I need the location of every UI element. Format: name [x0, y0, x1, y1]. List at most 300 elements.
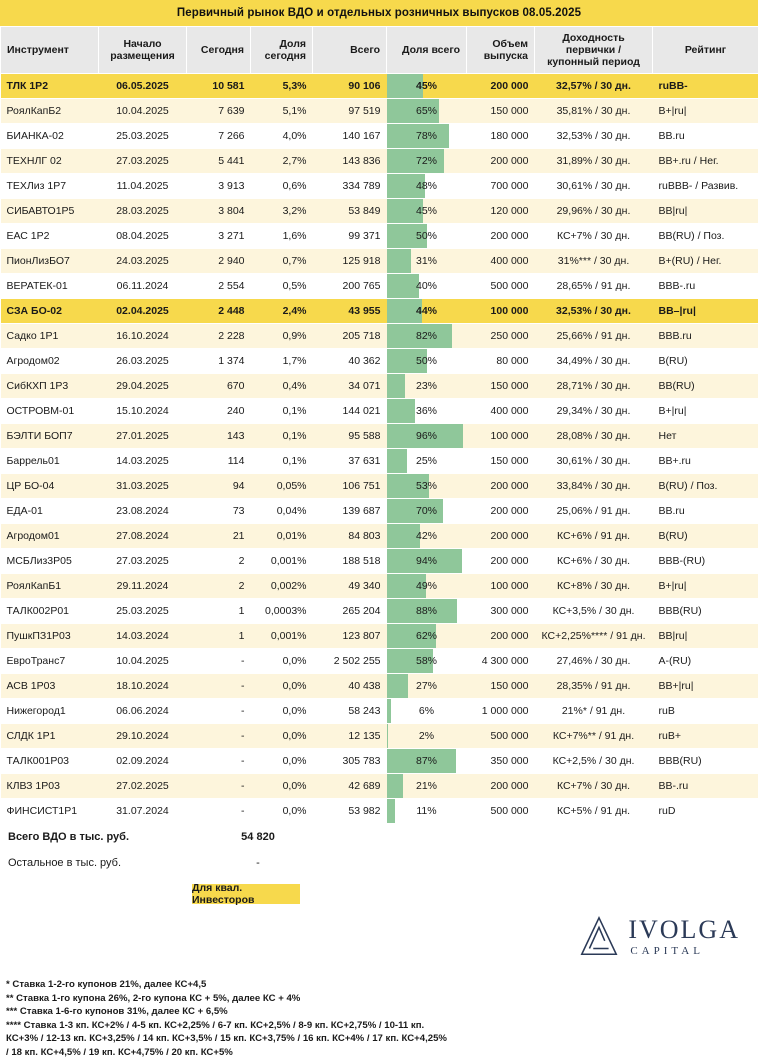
cell-start-date: 29.04.2025: [99, 374, 187, 399]
logo-name: IVOLGA: [628, 917, 740, 943]
cell-instrument: АСВ 1Р03: [1, 674, 99, 699]
cell-total: 40 438: [313, 674, 387, 699]
cell-rating: BB|ru|: [653, 199, 758, 224]
total-share-label: 11%: [387, 799, 467, 823]
column-header-today: Сегодня: [187, 27, 251, 74]
table-row: [1, 649, 758, 674]
cell-yield: 35,81% / 30 дн.: [535, 99, 653, 124]
table-row: [1, 349, 758, 374]
totals-vdo-value: 54 820: [198, 831, 318, 843]
cell-rating: B+|ru|: [653, 574, 758, 599]
qualified-investors-band: Для квал. Инвесторов: [192, 884, 300, 904]
cell-start-date: 02.09.2024: [99, 749, 187, 774]
cell-volume: 200 000: [467, 549, 535, 574]
cell-volume: 1 000 000: [467, 699, 535, 724]
cell-yield: КС+6% / 91 дн.: [535, 524, 653, 549]
total-share-label: 2%: [387, 724, 467, 748]
cell-today-share: 4,0%: [251, 124, 313, 149]
cell-total: 53 849: [313, 199, 387, 224]
cell-yield: 33,84% / 30 дн.: [535, 474, 653, 499]
cell-volume: 150 000: [467, 449, 535, 474]
cell-today: 5 441: [187, 149, 251, 174]
cell-total: 143 836: [313, 149, 387, 174]
total-share-label: 72%: [387, 149, 467, 173]
cell-instrument: ТАЛК002Р01: [1, 599, 99, 624]
cell-instrument: СЛДК 1Р1: [1, 724, 99, 749]
total-share-label: 58%: [387, 649, 467, 673]
table-row: [1, 749, 758, 774]
cell-start-date: 29.10.2024: [99, 724, 187, 749]
cell-total: 58 243: [313, 699, 387, 724]
column-header-total: Всего: [313, 27, 387, 74]
total-share-label: 70%: [387, 499, 467, 523]
table-row: [1, 799, 758, 824]
cell-total: 43 955: [313, 299, 387, 324]
table-row: [1, 499, 758, 524]
cell-today-share: 0,0%: [251, 724, 313, 749]
cell-total: 84 803: [313, 524, 387, 549]
cell-today: 3 804: [187, 199, 251, 224]
cell-rating: BBB-.ru: [653, 274, 758, 299]
cell-volume: 100 000: [467, 574, 535, 599]
cell-instrument: ФИНСИСТ1Р1: [1, 799, 99, 824]
cell-rating: BB–|ru|: [653, 299, 758, 324]
cell-total-share-bar: [387, 374, 467, 399]
cell-total-share-bar: [387, 649, 467, 674]
totals-other-label: Остальное в тыс. руб.: [8, 857, 198, 869]
cell-total-share-bar: [387, 324, 467, 349]
cell-rating: BB+|ru|: [653, 674, 758, 699]
cell-start-date: 25.03.2025: [99, 124, 187, 149]
cell-total: 90 106: [313, 74, 387, 99]
cell-total-share-bar: [387, 274, 467, 299]
table-header-row: [1, 27, 758, 74]
totals-block: [0, 824, 758, 876]
column-header-rating: Рейтинг: [653, 27, 758, 74]
cell-start-date: 06.06.2024: [99, 699, 187, 724]
cell-today-share: 0,001%: [251, 549, 313, 574]
cell-total: 123 807: [313, 624, 387, 649]
cell-today: 2 940: [187, 249, 251, 274]
cell-today-share: 0,9%: [251, 324, 313, 349]
total-share-label: 87%: [387, 749, 467, 773]
cell-total: 53 982: [313, 799, 387, 824]
cell-volume: 200 000: [467, 149, 535, 174]
cell-volume: 200 000: [467, 474, 535, 499]
cell-yield: 28,71% / 30 дн.: [535, 374, 653, 399]
cell-start-date: 10.04.2025: [99, 649, 187, 674]
cell-rating: B+|ru|: [653, 399, 758, 424]
cell-today-share: 0,1%: [251, 424, 313, 449]
cell-today: 10 581: [187, 74, 251, 99]
cell-yield: 28,65% / 91 дн.: [535, 274, 653, 299]
cell-start-date: 06.11.2024: [99, 274, 187, 299]
table-row: [1, 124, 758, 149]
cell-yield: 29,96% / 30 дн.: [535, 199, 653, 224]
cell-rating: BB-.ru: [653, 774, 758, 799]
cell-today-share: 0,5%: [251, 274, 313, 299]
cell-today: 1 374: [187, 349, 251, 374]
cell-yield: 25,66% / 91 дн.: [535, 324, 653, 349]
cell-today-share: 1,6%: [251, 224, 313, 249]
cell-today-share: 0,7%: [251, 249, 313, 274]
cell-rating: BB.ru: [653, 124, 758, 149]
table-row: [1, 574, 758, 599]
cell-volume: 150 000: [467, 99, 535, 124]
cell-volume: 150 000: [467, 374, 535, 399]
cell-yield: 32,57% / 30 дн.: [535, 74, 653, 99]
table-row: [1, 624, 758, 649]
cell-instrument: РоялКапБ2: [1, 99, 99, 124]
total-share-label: 25%: [387, 449, 467, 473]
cell-start-date: 27.02.2025: [99, 774, 187, 799]
cell-today: -: [187, 674, 251, 699]
cell-instrument: БЭЛТИ БОП7: [1, 424, 99, 449]
cell-start-date: 28.03.2025: [99, 199, 187, 224]
table-row: [1, 674, 758, 699]
cell-instrument: Агродом02: [1, 349, 99, 374]
cell-start-date: 27.08.2024: [99, 524, 187, 549]
total-share-label: 21%: [387, 774, 467, 798]
cell-volume: 500 000: [467, 799, 535, 824]
cell-total-share-bar: [387, 499, 467, 524]
footnote-line: / 18 кп. КС+4,5% / 19 кп. КС+4,75% / 20 кп. КС+5%: [6, 1046, 566, 1060]
cell-rating: BB(RU): [653, 374, 758, 399]
cell-total: 42 689: [313, 774, 387, 799]
cell-today-share: 0,0%: [251, 749, 313, 774]
table-row: [1, 524, 758, 549]
cell-volume: 200 000: [467, 774, 535, 799]
cell-today-share: 1,7%: [251, 349, 313, 374]
cell-yield: 30,61% / 30 дн.: [535, 449, 653, 474]
column-header-volume: Объем выпуска: [467, 27, 535, 74]
cell-total: 139 687: [313, 499, 387, 524]
cell-total: 334 789: [313, 174, 387, 199]
cell-total-share-bar: [387, 399, 467, 424]
cell-volume: 400 000: [467, 249, 535, 274]
total-share-label: 31%: [387, 249, 467, 273]
cell-total: 144 021: [313, 399, 387, 424]
cell-total: 305 783: [313, 749, 387, 774]
cell-yield: 28,35% / 91 дн.: [535, 674, 653, 699]
totals-vdo-label: Всего ВДО в тыс. руб.: [8, 831, 198, 843]
cell-start-date: 15.10.2024: [99, 399, 187, 424]
column-header-start: Начало размещения: [99, 27, 187, 74]
cell-rating: ruBB-: [653, 74, 758, 99]
footnotes: [6, 978, 566, 1060]
cell-yield: 31,89% / 30 дн.: [535, 149, 653, 174]
cell-yield: 28,08% / 30 дн.: [535, 424, 653, 449]
footnote-line: *** Ставка 1-6-го купонов 31%, далее КС + 6,5%: [6, 1005, 566, 1019]
cell-volume: 200 000: [467, 224, 535, 249]
cell-total-share-bar: [387, 224, 467, 249]
cell-instrument: ОСТРОВМ-01: [1, 399, 99, 424]
cell-instrument: ЕДА-01: [1, 499, 99, 524]
cell-instrument: ТЕХЛиз 1Р7: [1, 174, 99, 199]
cell-yield: 27,46% / 30 дн.: [535, 649, 653, 674]
cell-yield: 29,34% / 30 дн.: [535, 399, 653, 424]
cell-rating: BB|ru|: [653, 624, 758, 649]
cell-yield: 31%*** / 30 дн.: [535, 249, 653, 274]
cell-today-share: 0,1%: [251, 449, 313, 474]
cell-yield: КС+7% / 30 дн.: [535, 224, 653, 249]
cell-instrument: ПионЛизБО7: [1, 249, 99, 274]
cell-instrument: ТЛК 1Р2: [1, 74, 99, 99]
logo-subtitle: CAPITAL: [630, 946, 740, 957]
cell-start-date: 10.04.2025: [99, 99, 187, 124]
cell-today: -: [187, 749, 251, 774]
column-header-instrument: Инструмент: [1, 27, 99, 74]
cell-volume: 350 000: [467, 749, 535, 774]
cell-total: 34 071: [313, 374, 387, 399]
cell-start-date: 27.03.2025: [99, 549, 187, 574]
table-row: [1, 774, 758, 799]
total-share-label: 50%: [387, 349, 467, 373]
cell-today-share: 0,4%: [251, 374, 313, 399]
cell-today-share: 0,002%: [251, 574, 313, 599]
cell-start-date: 02.04.2025: [99, 299, 187, 324]
cell-volume: 4 300 000: [467, 649, 535, 674]
cell-instrument: ЕвроТранс7: [1, 649, 99, 674]
logo-text: [628, 917, 740, 957]
cell-today: 2: [187, 549, 251, 574]
cell-today-share: 5,3%: [251, 74, 313, 99]
cell-total-share-bar: [387, 424, 467, 449]
cell-today: 21: [187, 524, 251, 549]
totals-row-other: [0, 850, 758, 876]
cell-rating: B+|ru|: [653, 99, 758, 124]
cell-today: 114: [187, 449, 251, 474]
cell-yield: КС+5% / 91 дн.: [535, 799, 653, 824]
cell-volume: 120 000: [467, 199, 535, 224]
cell-volume: 180 000: [467, 124, 535, 149]
cell-total: 200 765: [313, 274, 387, 299]
cell-yield: КС+7% / 30 дн.: [535, 774, 653, 799]
cell-today-share: 5,1%: [251, 99, 313, 124]
cell-rating: BB.ru: [653, 499, 758, 524]
total-share-label: 78%: [387, 124, 467, 148]
cell-total-share-bar: [387, 74, 467, 99]
cell-total-share-bar: [387, 299, 467, 324]
cell-today: 94: [187, 474, 251, 499]
table-row: [1, 424, 758, 449]
cell-rating: BB+.ru: [653, 449, 758, 474]
total-share-label: 45%: [387, 199, 467, 223]
footnote-line: * Ставка 1-2-го купонов 21%, далее КС+4,5: [6, 978, 566, 992]
cell-start-date: 14.03.2024: [99, 624, 187, 649]
cell-total-share-bar: [387, 174, 467, 199]
cell-total-share-bar: [387, 524, 467, 549]
cell-total-share-bar: [387, 99, 467, 124]
cell-instrument: Баррель01: [1, 449, 99, 474]
cell-today: 3 913: [187, 174, 251, 199]
cell-instrument: СЗА БО-02: [1, 299, 99, 324]
cell-instrument: Нижегород1: [1, 699, 99, 724]
cell-total: 106 751: [313, 474, 387, 499]
table-row: [1, 249, 758, 274]
cell-start-date: 25.03.2025: [99, 599, 187, 624]
cell-today-share: 0,0%: [251, 699, 313, 724]
cell-start-date: 31.07.2024: [99, 799, 187, 824]
cell-today: 143: [187, 424, 251, 449]
cell-instrument: МСБЛиз3Р05: [1, 549, 99, 574]
table-row: [1, 74, 758, 99]
total-share-label: 40%: [387, 274, 467, 298]
cell-today-share: 0,1%: [251, 399, 313, 424]
cell-volume: 150 000: [467, 674, 535, 699]
cell-start-date: 23.08.2024: [99, 499, 187, 524]
cell-instrument: КЛВЗ 1Р03: [1, 774, 99, 799]
cell-total: 265 204: [313, 599, 387, 624]
cell-total-share-bar: [387, 749, 467, 774]
cell-instrument: ЦР БО-04: [1, 474, 99, 499]
cell-instrument: СИБАВТО1Р5: [1, 199, 99, 224]
table-row: [1, 549, 758, 574]
cell-instrument: ТАЛК001Р03: [1, 749, 99, 774]
cell-instrument: РоялКапБ1: [1, 574, 99, 599]
cell-today: 1: [187, 624, 251, 649]
table-row: [1, 224, 758, 249]
table-body: [1, 74, 758, 824]
totals-other-value: -: [198, 857, 318, 869]
cell-start-date: 27.03.2025: [99, 149, 187, 174]
total-share-label: 6%: [387, 699, 467, 723]
table-row: [1, 274, 758, 299]
table-row: [1, 399, 758, 424]
cell-yield: КС+3,5% / 30 дн.: [535, 599, 653, 624]
cell-today: -: [187, 724, 251, 749]
cell-start-date: 08.04.2025: [99, 224, 187, 249]
cell-volume: 500 000: [467, 274, 535, 299]
cell-today-share: 0,001%: [251, 624, 313, 649]
cell-total: 125 918: [313, 249, 387, 274]
cell-today: -: [187, 649, 251, 674]
table-row: [1, 149, 758, 174]
primary-market-table: [0, 26, 758, 824]
cell-volume: 100 000: [467, 424, 535, 449]
total-share-label: 27%: [387, 674, 467, 698]
cell-today-share: 0,0%: [251, 799, 313, 824]
cell-total-share-bar: [387, 449, 467, 474]
cell-total-share-bar: [387, 349, 467, 374]
column-header-today-share: Доля сегодня: [251, 27, 313, 74]
cell-total-share-bar: [387, 799, 467, 824]
cell-total-share-bar: [387, 149, 467, 174]
ivolga-logo: [550, 908, 740, 966]
cell-total: 2 502 255: [313, 649, 387, 674]
cell-today-share: 0,0%: [251, 774, 313, 799]
column-header-total-share: Доля всего: [387, 27, 467, 74]
cell-total: 40 362: [313, 349, 387, 374]
cell-instrument: ПушкПЗ1Р03: [1, 624, 99, 649]
cell-start-date: 18.10.2024: [99, 674, 187, 699]
table-row: [1, 324, 758, 349]
cell-today: 2: [187, 574, 251, 599]
cell-total-share-bar: [387, 774, 467, 799]
cell-total-share-bar: [387, 574, 467, 599]
cell-yield: 32,53% / 30 дн.: [535, 124, 653, 149]
cell-total: 49 340: [313, 574, 387, 599]
cell-yield: КС+7%** / 91 дн.: [535, 724, 653, 749]
total-share-label: 94%: [387, 549, 467, 573]
footnote-line: ** Ставка 1-го купона 26%, 2-го купона КС + 5%, далее КС + 4%: [6, 992, 566, 1006]
cell-today: 1: [187, 599, 251, 624]
footnote-line: **** Ставка 1-3 кп. КС+2% / 4-5 кп. КС+2,25% / 6-7 кп. КС+2,5% / 8-9 кп. КС+2,75% / 10-11 кп.: [6, 1019, 566, 1033]
cell-volume: 300 000: [467, 599, 535, 624]
cell-volume: 200 000: [467, 74, 535, 99]
logo-mark-icon: [576, 914, 622, 960]
table-row: [1, 374, 758, 399]
cell-rating: B(RU): [653, 349, 758, 374]
cell-total-share-bar: [387, 474, 467, 499]
cell-total: 97 519: [313, 99, 387, 124]
total-share-label: 50%: [387, 224, 467, 248]
table-row: [1, 174, 758, 199]
cell-today: 240: [187, 399, 251, 424]
cell-instrument: Садко 1Р1: [1, 324, 99, 349]
cell-start-date: 11.04.2025: [99, 174, 187, 199]
cell-start-date: 31.03.2025: [99, 474, 187, 499]
cell-volume: 700 000: [467, 174, 535, 199]
column-header-yield: Доходность первички / купонный период: [535, 27, 653, 74]
cell-start-date: 14.03.2025: [99, 449, 187, 474]
cell-start-date: 26.03.2025: [99, 349, 187, 374]
cell-volume: 100 000: [467, 299, 535, 324]
cell-yield: КС+2,25%**** / 91 дн.: [535, 624, 653, 649]
cell-today-share: 3,2%: [251, 199, 313, 224]
total-share-label: 44%: [387, 299, 467, 323]
cell-rating: ruD: [653, 799, 758, 824]
cell-rating: BB+.ru / Нег.: [653, 149, 758, 174]
cell-yield: 34,49% / 30 дн.: [535, 349, 653, 374]
cell-yield: КС+2,5% / 30 дн.: [535, 749, 653, 774]
cell-instrument: Агродом01: [1, 524, 99, 549]
cell-rating: ruB+: [653, 724, 758, 749]
cell-total: 140 167: [313, 124, 387, 149]
cell-total: 37 631: [313, 449, 387, 474]
cell-total-share-bar: [387, 249, 467, 274]
cell-start-date: 16.10.2024: [99, 324, 187, 349]
cell-start-date: 24.03.2025: [99, 249, 187, 274]
cell-today-share: 0,0003%: [251, 599, 313, 624]
cell-rating: BBB(RU): [653, 749, 758, 774]
cell-rating: A-(RU): [653, 649, 758, 674]
cell-volume: 500 000: [467, 724, 535, 749]
total-share-label: 36%: [387, 399, 467, 423]
total-share-label: 53%: [387, 474, 467, 498]
total-share-label: 82%: [387, 324, 467, 348]
table-row: [1, 299, 758, 324]
table-row: [1, 599, 758, 624]
total-share-label: 42%: [387, 524, 467, 548]
cell-total-share-bar: [387, 599, 467, 624]
cell-today-share: 0,6%: [251, 174, 313, 199]
cell-total: 205 718: [313, 324, 387, 349]
cell-yield: КС+6% / 30 дн.: [535, 549, 653, 574]
cell-today: 3 271: [187, 224, 251, 249]
table-row: [1, 99, 758, 124]
table-row: [1, 474, 758, 499]
total-share-label: 62%: [387, 624, 467, 648]
cell-volume: 200 000: [467, 499, 535, 524]
cell-today-share: 0,05%: [251, 474, 313, 499]
cell-rating: Нет: [653, 424, 758, 449]
table-row: [1, 199, 758, 224]
cell-today-share: 0,0%: [251, 649, 313, 674]
cell-today: 2 228: [187, 324, 251, 349]
totals-row-vdo: [0, 824, 758, 850]
cell-today-share: 2,4%: [251, 299, 313, 324]
